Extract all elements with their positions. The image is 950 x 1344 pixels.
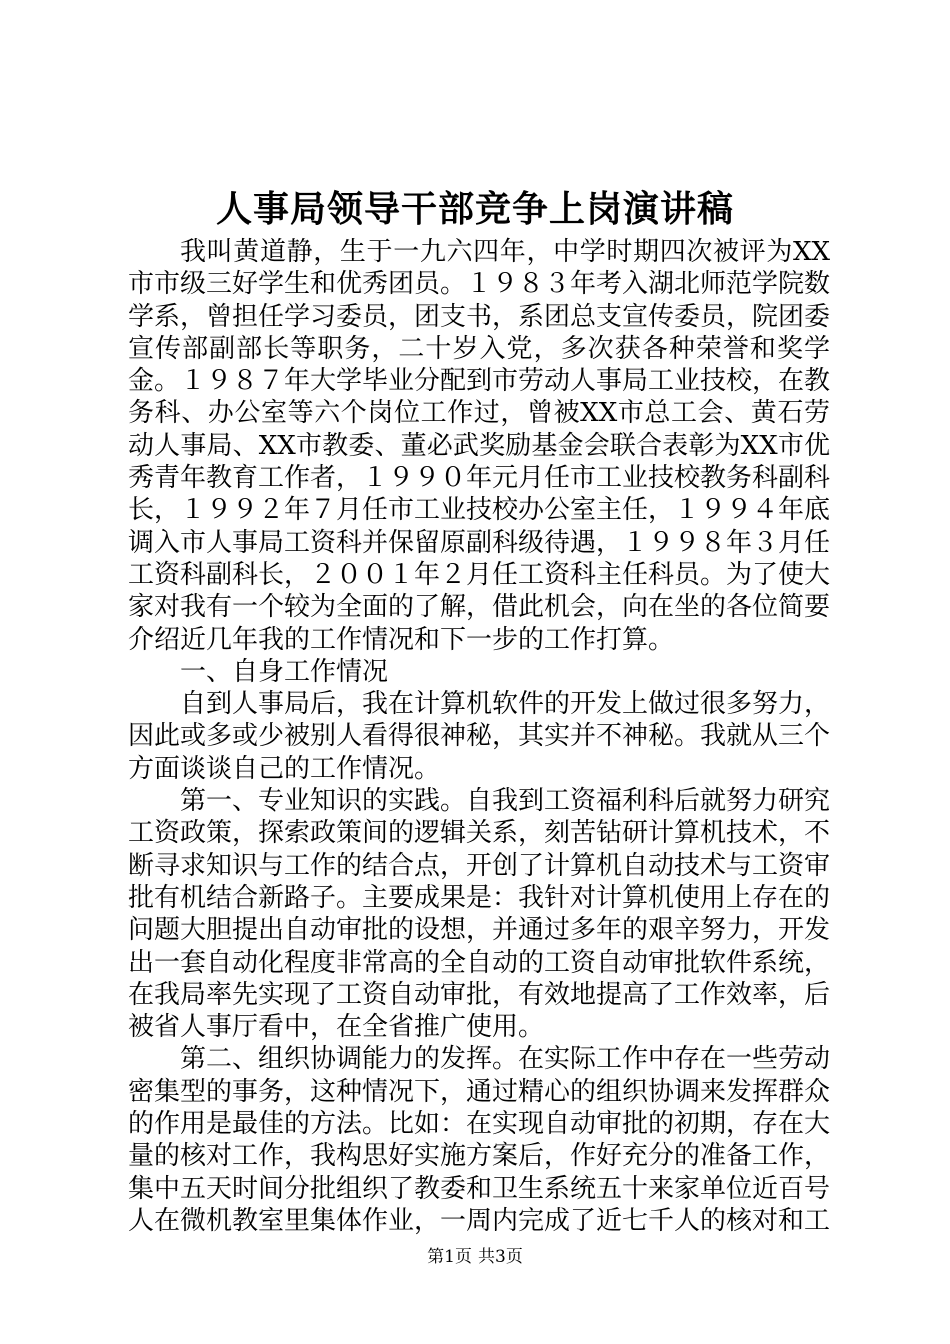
paragraph-overview: 自到人事局后，我在计算机软件的开发上做过很多努力，因此或多或少被别人看得很神秘，其实并不神秘。我就从三个方面谈谈自己的工作情况。: [128, 689, 831, 784]
page-number: 第1页: [427, 1247, 472, 1267]
page-footer: [0, 1246, 950, 1268]
section-heading: 一、自身工作情况: [180, 656, 389, 687]
document-body: [128, 236, 830, 1237]
page-total: 共3页: [478, 1247, 523, 1267]
paragraph-point-two: 第二、组织协调能力的发挥。在实际工作中存在一些劳动密集型的事务，这种情况下，通过精心的组织协调来发挥群众的作用是最佳的方法。比如：在实现自动审批的初期，存在大量的核对工作，我构思好实施方案后，作好充分的准备工作，集中五天时间分批组织了教委和卫生系统五十来家单位近百号人在微机教室里集体作业，一周内完成了近七千人的核对和工: [128, 1044, 831, 1236]
document-title: 人事局领导干部竞争上岗演讲稿: [215, 188, 734, 230]
paragraph-point-one: 第一、专业知识的实践。自我到工资福利科后就努力研究工资政策，探索政策间的逻辑关系，刻苦钻研计算机技术，不断寻求知识与工作的结合点，开创了计算机自动技术与工资审批有机结合新路子。主要成果是：我针对计算机使用上存在的问题大胆提出自动审批的设想，并通过多年的艰辛努力，开发出一套自动化程度非常高的全自动的工资自动审批软件系统，在我局率先实现了工资自动审批，有效地提高了工作效率，后被省人事厅看中，在全省推广使用。: [128, 786, 831, 1043]
paragraph-intro: 我叫黄道静，生于一九六四年，中学时期四次被评为XX市市级三好学生和优秀团员。１９８３年考入湖北师范学院数学系，曾担任学习委员，团支书，系团总支宣传委员，院团委宣传部副部长等职务，二十岁入党，多次获各种荣誉和奖学金。１９８７年大学毕业分配到市劳动人事局工业技校，在教务科、办公室等六个岗位工作过，曾被XX市总工会、黄石劳动人事局、XX市教委、董必武奖励基金会联合表彰为XX市优秀青年教育工作者，１９９０年元月任市工业技校教务科副科长，１９９２年７月任市工业技校办公室主任，１９９４年底调入市人事局工资科并保留原副科级待遇，１９９８年３月任工资科副科长，２００１年２月任工资科主任科员。为了使大家对我有一个较为全面的了解，借此机会，向在坐的各位简要介绍近几年我的工作情况和下一步的工作打算。: [128, 237, 831, 655]
